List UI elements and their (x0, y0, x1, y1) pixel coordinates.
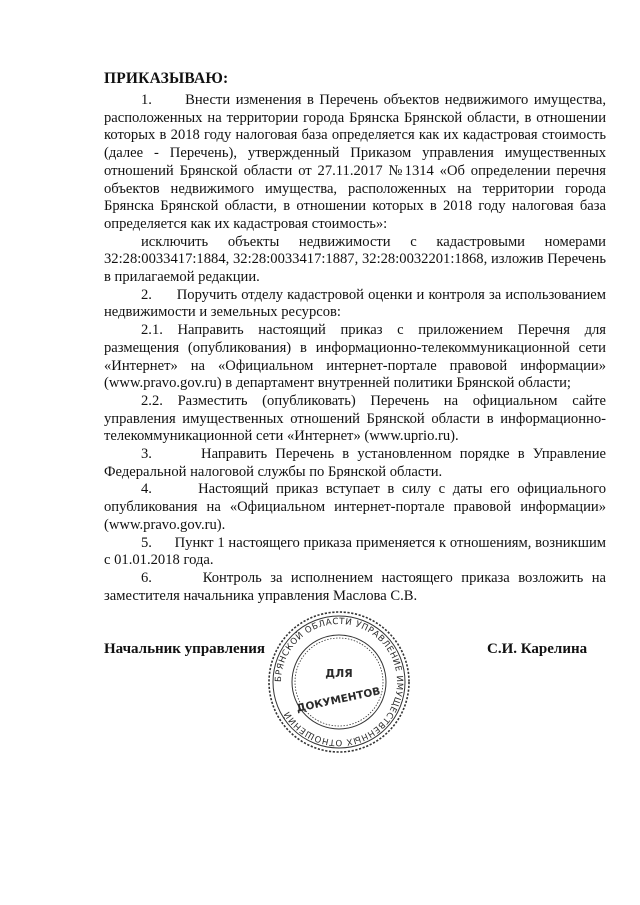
document-body (104, 92, 606, 605)
order-heading: ПРИКАЗЫВАЮ: (104, 70, 229, 87)
paragraph-2: 2. Поручить отделу кадастровой оценки и контроля за использованием недвижимости и земельных ресурсов: (104, 286, 606, 321)
paragraph-2-2: 2.2. Разместить (опубликовать) Перечень на официальном сайте управления имущественных отношений Брянской области в информационно-телекоммуникационной сети «Интернет» (www.uprio.ru). (104, 392, 606, 445)
official-seal-stamp (264, 607, 414, 757)
seal-center-top: ДЛЯ (325, 667, 353, 680)
paragraph-4: 4. Настоящий приказ вступает в силу с даты его официального опубликования на «Официальном интернет-портале правовой информации» (www.pravo.gov.ru). (104, 481, 606, 533)
paragraph-exclude: исключить объекты недвижимости с кадастровыми номерами 32:28:0033417:1884, 32:28:0033417:1887, 32:28:0032201:1868, изложив Перечень в прилагаемой редакции. (104, 233, 606, 286)
seal-center-bottom: ДОКУМЕНТОВ (295, 685, 382, 715)
seal-outer-text: БРЯНСКОЙ ОБЛАСТИ УПРАВЛЕНИЕ ИМУЩЕСТВЕННЫХ ОТНОШЕНИЙ (273, 616, 405, 748)
paragraph-1: 1. Внести изменения в Перечень объектов недвижимого имущества, расположенных на территории города Брянска Брянской области, в отношении которых в 2018 году налоговая база определяется как их кадастровая стоимость (далее - Перечень), утвержденный Приказом управления имущественных отношений Брянской области от 27.11.2017 №1314 «Об определении перечня объектов недвижимого имущества, расположенных на территории города Брянска Брянской области, в отношении которых в 2018 году налоговая база определяется как их кадастровая стоимость»: (104, 92, 606, 232)
paragraph-6: 6. Контроль за исполнением настоящего приказа возложить на заместителя начальника управления Маслова С.В. (104, 569, 606, 604)
paragraph-3: 3. Направить Перечень в установленном порядке в Управление Федеральной налоговой службы по Брянской области. (104, 446, 606, 480)
signatory-position: Начальник управления (104, 641, 266, 657)
paragraph-5: 5. Пункт 1 настоящего приказа применяется к отношениям, возникшим с 01.01.2018 года. (104, 534, 606, 569)
paragraph-2-1: 2.1. Направить настоящий приказ с приложением Перечня для размещения (опубликования) в информационно-телекоммуникационной сети «Интернет» на «Официальном интернет-портале правовой информации» (www.pravo.gov.ru) в департамент внутренней политики Брянской области; (104, 322, 606, 392)
signatory-name: С.И. Карелина (487, 641, 588, 657)
